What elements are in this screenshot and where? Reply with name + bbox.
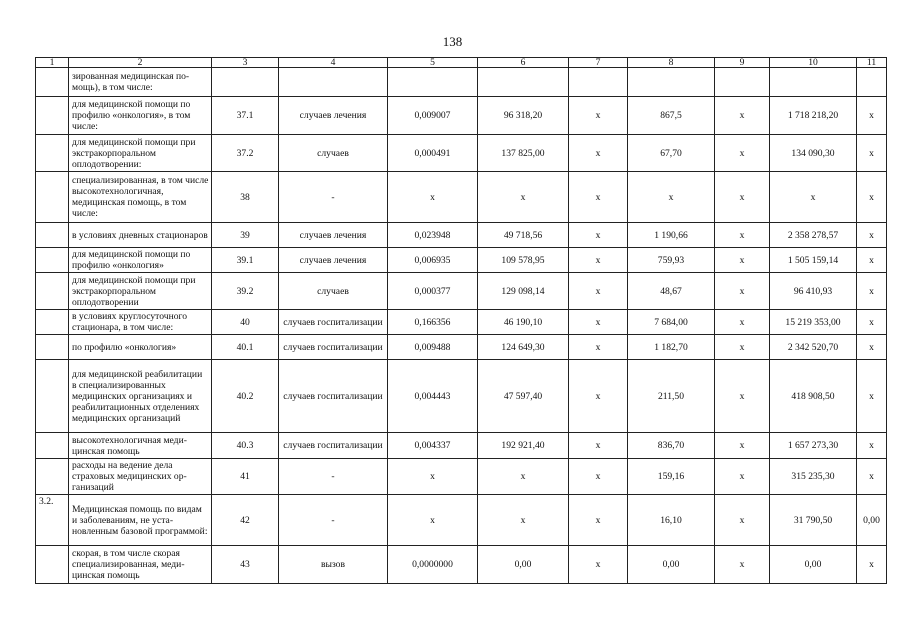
data-table (35, 57, 887, 584)
unit-cell: случаев (279, 135, 388, 172)
section-cell (36, 97, 69, 135)
unit-cell: вызов (279, 546, 388, 584)
col7-cell: х (569, 495, 628, 546)
cost-cell: х (478, 495, 569, 546)
col9-cell: х (715, 495, 770, 546)
code-cell: 39.2 (212, 273, 279, 310)
header-row (36, 58, 887, 68)
col7-cell: х (569, 273, 628, 310)
col11-cell: х (857, 223, 887, 248)
column-header: 4 (279, 58, 388, 68)
col8-cell: 1 182,70 (628, 335, 715, 360)
description-cell: для медицинской помощи по профилю «онкология» (69, 248, 212, 273)
code-cell: 38 (212, 172, 279, 223)
col8-cell: 48,67 (628, 273, 715, 310)
description-cell: высокотехнологичная медицинская помощь (69, 433, 212, 459)
col9-cell: х (715, 97, 770, 135)
code-cell: 43 (212, 546, 279, 584)
description-cell: в условиях круглосуточного стационара, в том числе: (69, 310, 212, 335)
unit-cell: случаев лечения (279, 223, 388, 248)
table-row (36, 335, 887, 360)
section-cell (36, 546, 69, 584)
col7-cell: х (569, 335, 628, 360)
table-row (36, 459, 887, 495)
col11-cell: х (857, 248, 887, 273)
unit-cell: случаев (279, 273, 388, 310)
section-cell (36, 273, 69, 310)
col9-cell: х (715, 135, 770, 172)
norm-cell: 0,000377 (388, 273, 478, 310)
table-row (36, 433, 887, 459)
col7-cell: х (569, 459, 628, 495)
col11-cell: х (857, 360, 887, 433)
unit-cell (279, 68, 388, 97)
unit-cell: - (279, 459, 388, 495)
col7-cell: х (569, 172, 628, 223)
col8-cell: 1 190,66 (628, 223, 715, 248)
unit-cell: случаев лечения (279, 97, 388, 135)
code-cell (212, 68, 279, 97)
description-cell: зированная медицинская помощь), в том числе: (69, 68, 212, 97)
col11-cell: х (857, 172, 887, 223)
col11-cell: х (857, 273, 887, 310)
col9-cell: х (715, 248, 770, 273)
col11-cell: 0,00 (857, 495, 887, 546)
col9-cell: х (715, 360, 770, 433)
cost-cell: 49 718,56 (478, 223, 569, 248)
description-cell: специализированная, в том числе высокотехнологичная, медицинская помощь, в том числе: (69, 172, 212, 223)
cost-cell: 192 921,40 (478, 433, 569, 459)
col10-cell: 418 908,50 (770, 360, 857, 433)
table-row (36, 97, 887, 135)
unit-cell: случаев лечения (279, 248, 388, 273)
col7-cell: х (569, 97, 628, 135)
description-cell: расходы на ведение дела страховых медицинских организаций (69, 459, 212, 495)
col8-cell (628, 68, 715, 97)
description-cell: для медицинской помощи по профилю «онкология», в том числе: (69, 97, 212, 135)
cost-cell: 137 825,00 (478, 135, 569, 172)
col7-cell: х (569, 248, 628, 273)
description-cell: скорая, в том числе скорая специализированная, медицинская помощь (69, 546, 212, 584)
col7-cell: х (569, 135, 628, 172)
cost-cell: 109 578,95 (478, 248, 569, 273)
norm-cell (388, 68, 478, 97)
code-cell: 37.1 (212, 97, 279, 135)
cost-cell: 124 649,30 (478, 335, 569, 360)
cost-cell: 47 597,40 (478, 360, 569, 433)
column-header: 9 (715, 58, 770, 68)
description-cell: для медицинской помощи при экстракорпоральном оплодотворении (69, 273, 212, 310)
col8-cell: 211,50 (628, 360, 715, 433)
norm-cell: 0,023948 (388, 223, 478, 248)
code-cell: 40.3 (212, 433, 279, 459)
col7-cell: х (569, 223, 628, 248)
norm-cell: 0,004337 (388, 433, 478, 459)
column-header: 5 (388, 58, 478, 68)
column-header: 10 (770, 58, 857, 68)
col10-cell: 0,00 (770, 546, 857, 584)
col8-cell: 7 684,00 (628, 310, 715, 335)
column-header: 3 (212, 58, 279, 68)
col8-cell: 16,10 (628, 495, 715, 546)
column-header: 11 (857, 58, 887, 68)
section-cell (36, 335, 69, 360)
col9-cell: х (715, 172, 770, 223)
col8-cell: 159,16 (628, 459, 715, 495)
col11-cell (857, 68, 887, 97)
norm-cell: 0,0000000 (388, 546, 478, 584)
norm-cell: 0,000491 (388, 135, 478, 172)
section-cell (36, 459, 69, 495)
col10-cell (770, 68, 857, 97)
cost-cell: 96 318,20 (478, 97, 569, 135)
unit-cell: случаев госпитализации (279, 433, 388, 459)
description-cell: для медицинской помощи при экстракорпоральном оплодотворении: (69, 135, 212, 172)
norm-cell: х (388, 459, 478, 495)
code-cell: 37.2 (212, 135, 279, 172)
col8-cell: 67,70 (628, 135, 715, 172)
col9-cell: х (715, 223, 770, 248)
table-row (36, 360, 887, 433)
col11-cell: х (857, 433, 887, 459)
section-cell (36, 360, 69, 433)
code-cell: 41 (212, 459, 279, 495)
col11-cell: х (857, 310, 887, 335)
col9-cell: х (715, 459, 770, 495)
col7-cell: х (569, 433, 628, 459)
col9-cell: х (715, 546, 770, 584)
col11-cell: х (857, 335, 887, 360)
cost-cell: 46 190,10 (478, 310, 569, 335)
col7-cell: х (569, 310, 628, 335)
table-row (36, 546, 887, 584)
table-row (36, 310, 887, 335)
col9-cell: х (715, 335, 770, 360)
section-cell: 3.2. (36, 495, 69, 546)
cost-cell: 0,00 (478, 546, 569, 584)
code-cell: 39.1 (212, 248, 279, 273)
col7-cell: х (569, 546, 628, 584)
col8-cell: 867,5 (628, 97, 715, 135)
table-row (36, 135, 887, 172)
unit-cell: случаев госпитализации (279, 335, 388, 360)
cost-cell: 129 098,14 (478, 273, 569, 310)
description-cell: для медицинской реабилитации в специализированных медицинских организациях и реабилитационных отделениях медицинских организаций (69, 360, 212, 433)
norm-cell: 0,166356 (388, 310, 478, 335)
unit-cell: случаев госпитализации (279, 360, 388, 433)
code-cell: 39 (212, 223, 279, 248)
col11-cell: х (857, 459, 887, 495)
cost-cell: х (478, 172, 569, 223)
col11-cell: х (857, 97, 887, 135)
section-cell (36, 433, 69, 459)
code-cell: 40.2 (212, 360, 279, 433)
norm-cell: х (388, 495, 478, 546)
section-cell (36, 223, 69, 248)
col10-cell: 15 219 353,00 (770, 310, 857, 335)
column-header: 2 (69, 58, 212, 68)
table-row (36, 68, 887, 97)
col7-cell: х (569, 360, 628, 433)
col8-cell: 836,70 (628, 433, 715, 459)
norm-cell: 0,009488 (388, 335, 478, 360)
description-cell: Медицинская помощь по видам и заболеваниям, не установленным базовой программой: (69, 495, 212, 546)
code-cell: 42 (212, 495, 279, 546)
col9-cell: х (715, 433, 770, 459)
unit-cell: - (279, 172, 388, 223)
description-cell: в условиях дневных стационаров (69, 223, 212, 248)
column-header: 1 (36, 58, 69, 68)
col7-cell (569, 68, 628, 97)
norm-cell: 0,004443 (388, 360, 478, 433)
page-number: 138 (442, 34, 463, 49)
col10-cell: 2 358 278,57 (770, 223, 857, 248)
cost-cell (478, 68, 569, 97)
table-row (36, 495, 887, 546)
col10-cell: 315 235,30 (770, 459, 857, 495)
table-row (36, 248, 887, 273)
unit-cell: - (279, 495, 388, 546)
col9-cell: х (715, 273, 770, 310)
col10-cell: 31 790,50 (770, 495, 857, 546)
unit-cell: случаев госпитализации (279, 310, 388, 335)
col9-cell: х (715, 310, 770, 335)
section-cell (36, 68, 69, 97)
column-header: 8 (628, 58, 715, 68)
table-row (36, 223, 887, 248)
col8-cell: х (628, 172, 715, 223)
table-row (36, 273, 887, 310)
column-header: 6 (478, 58, 569, 68)
col11-cell: х (857, 135, 887, 172)
column-header: 7 (569, 58, 628, 68)
col10-cell: 96 410,93 (770, 273, 857, 310)
col10-cell: 2 342 520,70 (770, 335, 857, 360)
col8-cell: 759,93 (628, 248, 715, 273)
section-cell (36, 135, 69, 172)
col10-cell: 1 505 159,14 (770, 248, 857, 273)
col10-cell: 1 718 218,20 (770, 97, 857, 135)
section-cell (36, 248, 69, 273)
col11-cell: х (857, 546, 887, 584)
norm-cell: 0,009007 (388, 97, 478, 135)
cost-cell: х (478, 459, 569, 495)
section-cell (36, 172, 69, 223)
col8-cell: 0,00 (628, 546, 715, 584)
norm-cell: х (388, 172, 478, 223)
col10-cell: 134 090,30 (770, 135, 857, 172)
description-cell: по профилю «онкология» (69, 335, 212, 360)
col9-cell (715, 68, 770, 97)
table-row (36, 172, 887, 223)
norm-cell: 0,006935 (388, 248, 478, 273)
col10-cell: х (770, 172, 857, 223)
code-cell: 40 (212, 310, 279, 335)
section-cell (36, 310, 69, 335)
col10-cell: 1 657 273,30 (770, 433, 857, 459)
code-cell: 40.1 (212, 335, 279, 360)
